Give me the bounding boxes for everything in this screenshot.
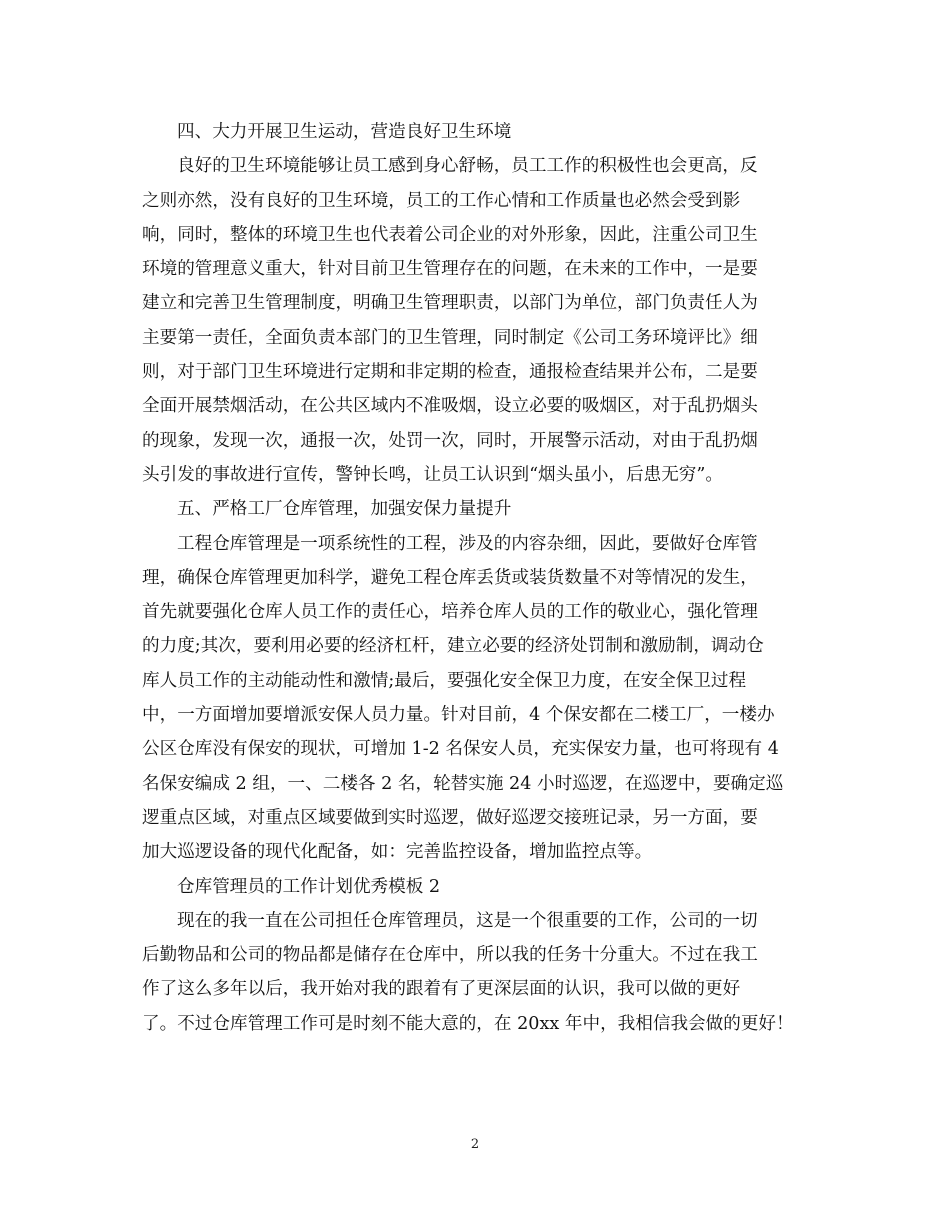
text-line: 则，对于部门卫生环境进行定期和非定期的检查，通报检查结果并公布，二是要 xyxy=(142,362,758,383)
text-line: 首先就要强化仓库人员工作的责任心，培养仓库人员的工作的敬业心，强化管理 xyxy=(142,602,758,623)
text-line: 良好的卫生环境能够让员工感到身心舒畅，员工工作的积极性也会更高，反 xyxy=(177,156,758,177)
text-line: 中，一方面增加要增派安保人员力量。针对目前，4 个保安都在二楼工厂，一楼办 xyxy=(142,705,775,726)
text-line: 建立和完善卫生管理制度，明确卫生管理职责，以部门为单位，部门负责任人为 xyxy=(142,293,758,314)
text-line: 四、大力开展卫生运动，营造良好卫生环境 xyxy=(177,122,512,142)
text-line: 五、严格工厂仓库管理，加强安保力量提升 xyxy=(177,499,512,520)
text-line: 库人员工作的主动能动性和激情;最后，要强化安全保卫力度，在安全保卫过程 xyxy=(142,670,747,691)
text-line: 了。不过仓库管理工作可是时刻不能大意的，在 20xx 年中，我相信我会做的更好！ xyxy=(142,1013,794,1034)
text-line: 加大巡逻设备的现代化配备，如：完善监控设备，增加监控点等。 xyxy=(142,842,653,863)
text-line: 环境的管理意义重大，针对目前卫生管理存在的问题，在未来的工作中，一是要 xyxy=(142,259,758,280)
text-line: 全面开展禁烟活动，在公共区域内不准吸烟，设立必要的吸烟区，对于乱扔烟头 xyxy=(142,396,758,417)
text-line: 现在的我一直在公司担任仓库管理员，这是一个很重要的工作，公司的一切 xyxy=(177,910,758,931)
text-line: 名保安编成 2 组，一、二楼各 2 名，轮替实施 24 小时巡逻，在巡逻中，要确定巡 xyxy=(142,773,784,794)
text-line: 的现象，发现一次，通报一次，处罚一次，同时，开展警示活动，对由于乱扔烟 xyxy=(142,430,758,451)
text-line: 后勤物品和公司的物品都是储存在仓库中，所以我的任务十分重大。不过在我工 xyxy=(142,945,758,966)
page-number: 2 xyxy=(470,1137,480,1152)
text-line: 头引发的事故进行宣传，警钟长鸣，让员工认识到“烟头虽小，后患无穷”。 xyxy=(142,464,723,485)
text-line: 之则亦然，没有良好的卫生环境，员工的工作心情和工作质量也必然会受到影 xyxy=(142,190,741,211)
text-line: 响，同时，整体的环境卫生也代表着公司企业的对外形象，因此，注重公司卫生 xyxy=(142,224,758,245)
text-line: 理，确保仓库管理更加科学，避免工程仓库丢货或装货数量不对等情况的发生， xyxy=(142,567,758,588)
text-line: 作了这么多年以后，我开始对我的跟着有了更深层面的认识，我可以做的更好 xyxy=(142,979,741,1000)
text-line: 公区仓库没有保安的现状，可增加 1-2 名保安人员，充实保安力量，也可将现有 4 xyxy=(142,739,779,760)
text-line: 逻重点区域，对重点区域要做到实时巡逻，做好巡逻交接班记录，另一方面，要 xyxy=(142,807,758,828)
document-body xyxy=(142,115,810,1041)
text-line: 工程仓库管理是一项系统性的工程，涉及的内容杂细，因此，要做好仓库管 xyxy=(177,533,758,554)
text-line: 的力度;其次，要利用必要的经济杠杆，建立必要的经济处罚制和激励制，调动仓 xyxy=(142,636,764,657)
text-line: 仓库管理员的工作计划优秀模板 2 xyxy=(177,876,441,897)
text-line: 主要第一责任，全面负责本部门的卫生管理，同时制定《公司工务环境评比》细 xyxy=(142,327,758,348)
